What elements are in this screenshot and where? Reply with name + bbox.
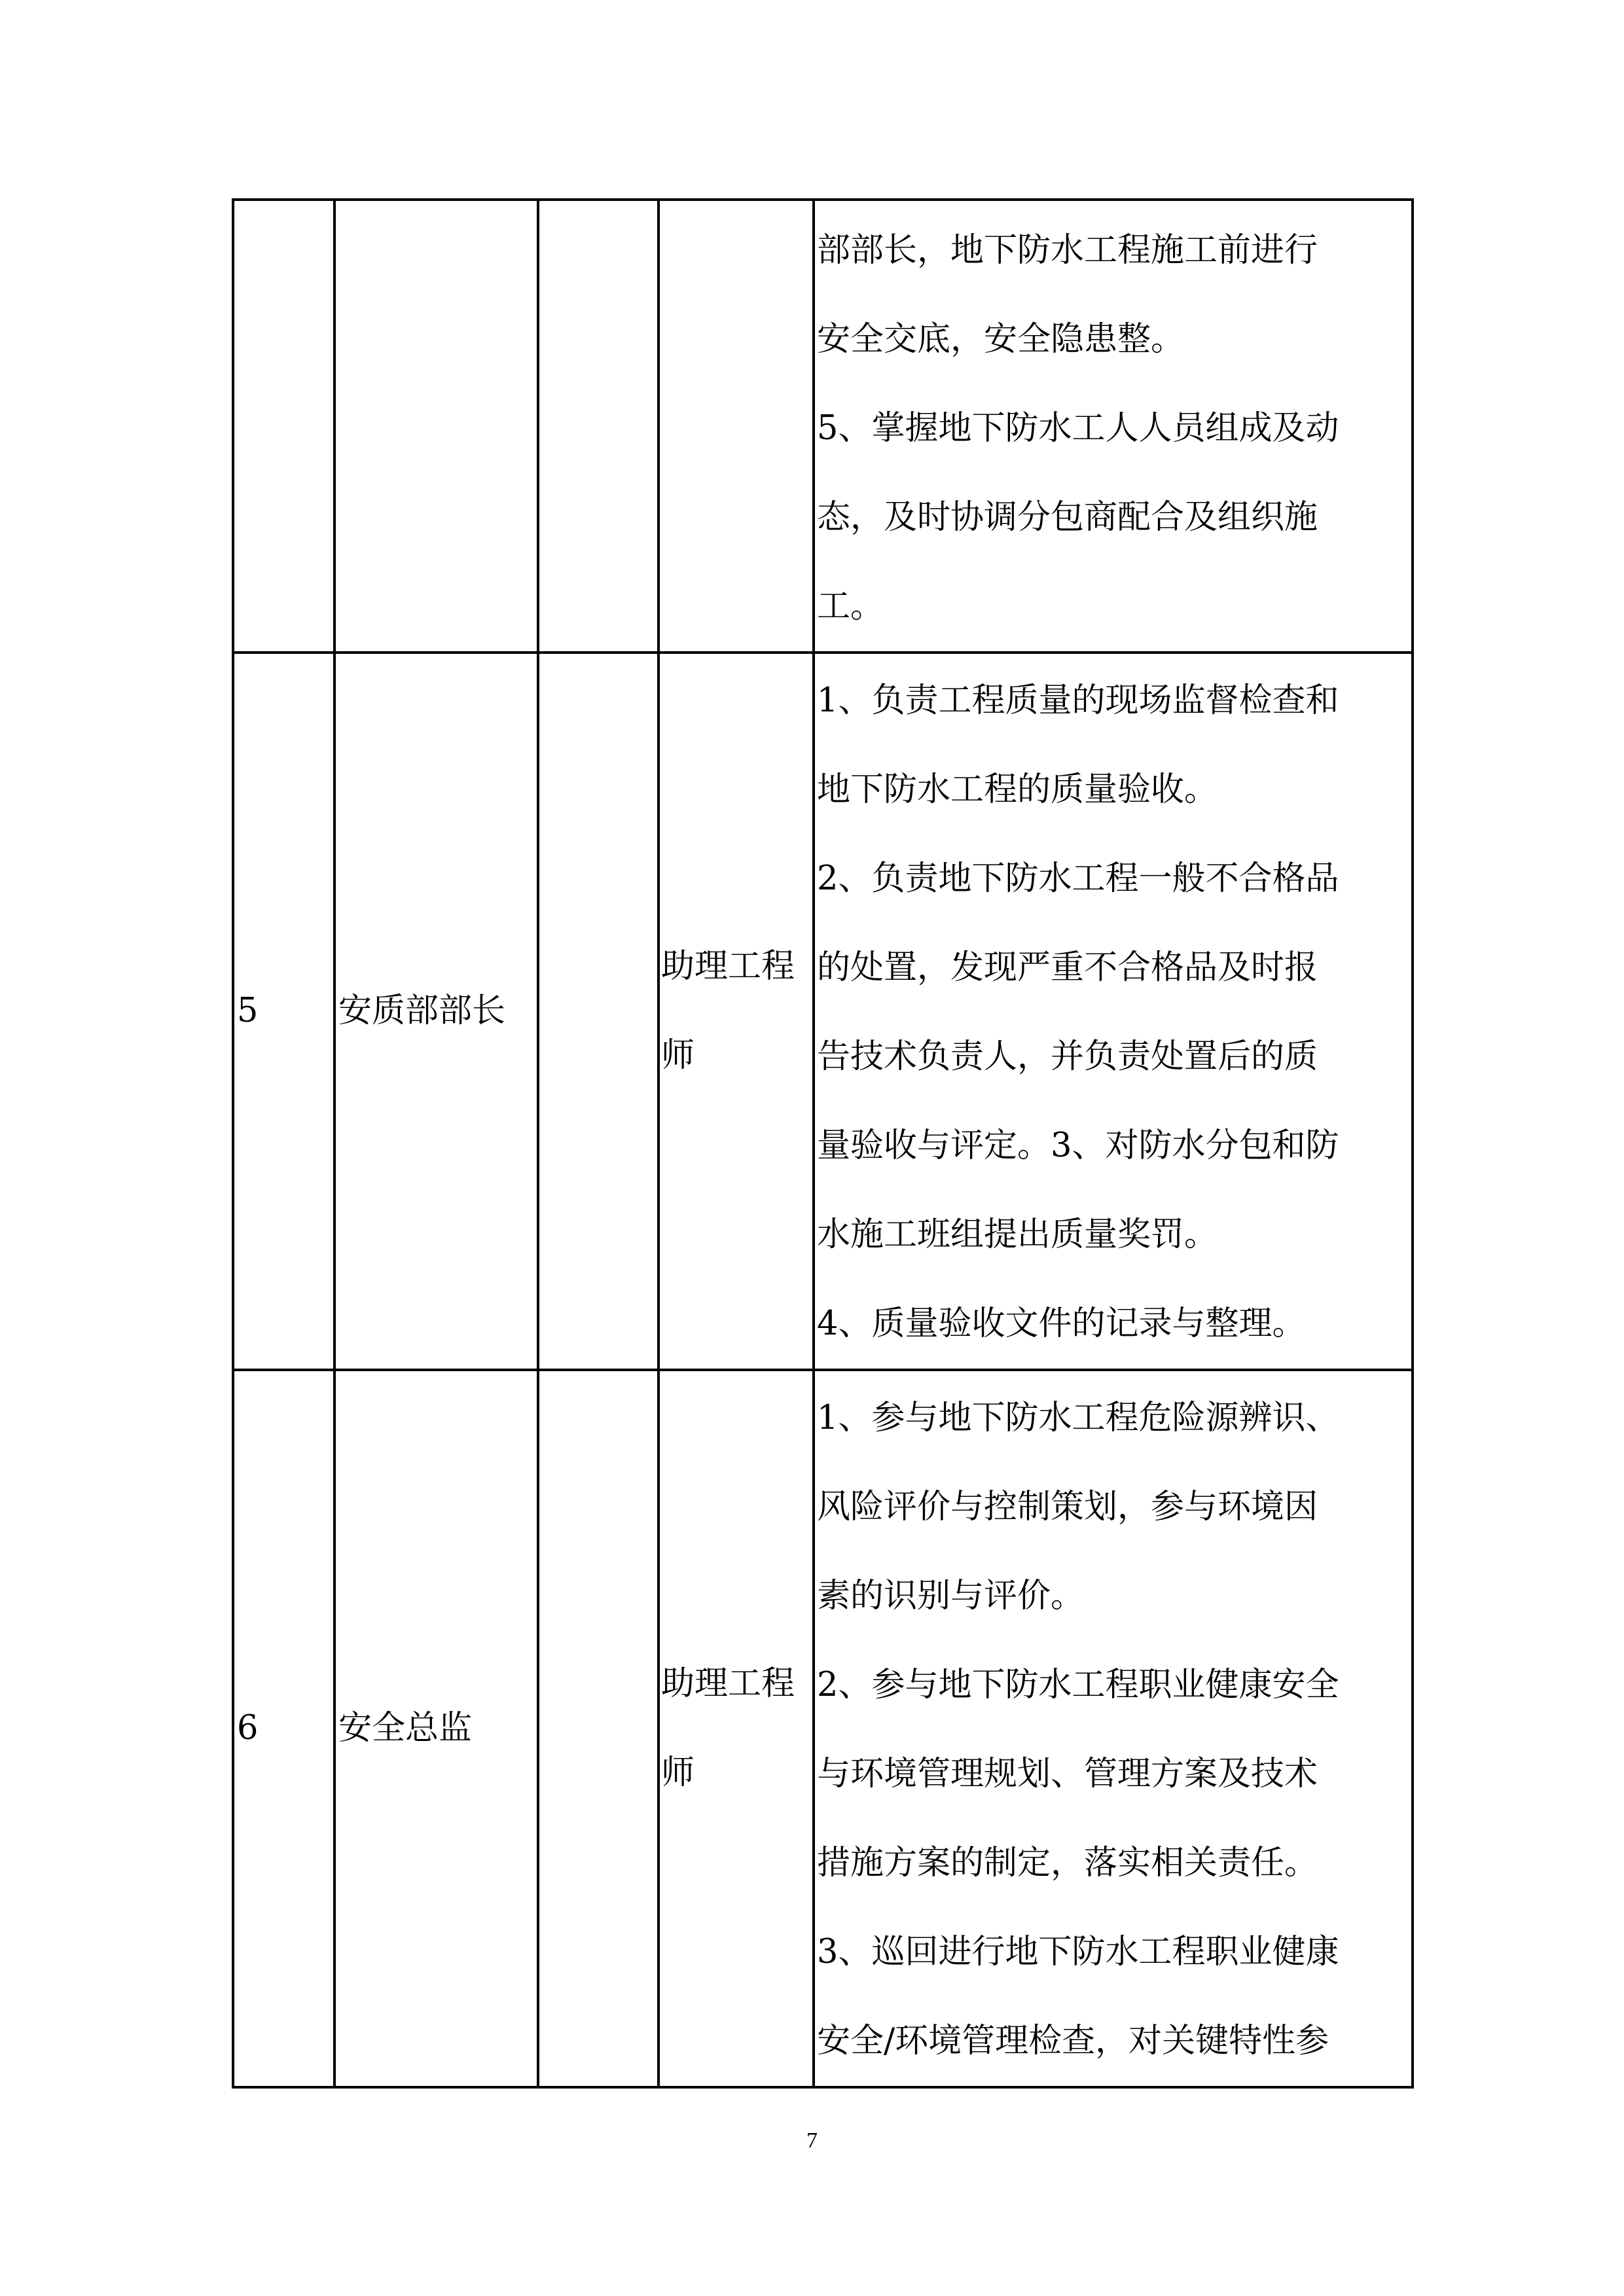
table-row: [233, 1370, 1413, 2087]
duty-line: 5、掌握地下防水工人人员组成及动: [817, 409, 1339, 448]
title-cell: [659, 200, 814, 653]
title-cell: [659, 653, 814, 1370]
empty-cell: [538, 1370, 659, 2087]
row-number: 6: [237, 1709, 259, 1748]
duty-cell: [814, 200, 1413, 653]
duty-line: 措施方案的制定，落实相关责任。: [817, 1844, 1318, 1882]
duty-line: 风险评价与控制策划，参与环境因: [817, 1488, 1318, 1526]
duty-line: 地下防水工程的质量验收。: [817, 770, 1218, 809]
post-cell: [334, 200, 538, 653]
post-name: 安质部部长: [338, 992, 506, 1030]
duty-line: 量验收与评定。3、对防水分包和防: [817, 1126, 1339, 1165]
duty-line: 4、质量验收文件的记录与整理。: [817, 1304, 1306, 1343]
row-number-cell: [233, 200, 334, 653]
duty-line: 部部长，地下防水工程施工前进行: [817, 231, 1318, 270]
duty-cell: [814, 1370, 1413, 2087]
duty-line: 1、参与地下防水工程危险源辨识、: [817, 1399, 1339, 1437]
page-number: 7: [806, 2128, 818, 2153]
row-number-cell: [233, 1370, 334, 2087]
duty-line: 的处置，发现严重不合格品及时报: [817, 948, 1318, 987]
table-row: [233, 653, 1413, 1370]
row-number-cell: [233, 653, 334, 1370]
empty-cell: [538, 653, 659, 1370]
post-cell: [334, 1370, 538, 2087]
duty-line: 安全交底，安全隐患整。: [817, 320, 1185, 359]
title-line: 师: [661, 1036, 695, 1075]
duty-line: 素的识别与评价。: [817, 1577, 1085, 1615]
duty-line: 与环境管理规划、管理方案及技术: [817, 1755, 1318, 1793]
duty-line: 安全/环境管理检查，对关键特性参: [817, 2022, 1329, 2060]
duty-line: 2、参与地下防水工程职业健康安全: [817, 1666, 1339, 1704]
empty-cell: [538, 200, 659, 653]
post-name: 安全总监: [338, 1709, 473, 1748]
duty-line: 2、负责地下防水工程一般不合格品: [817, 859, 1339, 898]
duty-line: 水施工班组提出质量奖罚。: [817, 1215, 1218, 1254]
duty-line: 3、巡回进行地下防水工程职业健康: [817, 1933, 1339, 1971]
duty-cell: [814, 653, 1413, 1370]
duty-line: 态，及时协调分包商配合及组织施: [817, 498, 1318, 537]
title-cell: [659, 1370, 814, 2087]
title-line: 师: [661, 1753, 695, 1792]
duty-line: 工。: [817, 587, 884, 626]
responsibility-table: [232, 198, 1414, 2089]
title-line: 助理工程: [661, 947, 795, 986]
duty-line: 告技术负责人，并负责处置后的质: [817, 1037, 1318, 1076]
table-row: [233, 200, 1413, 653]
row-number: 5: [237, 992, 259, 1030]
duty-line: 1、负责工程质量的现场监督检查和: [817, 681, 1339, 720]
title-line: 助理工程: [661, 1664, 795, 1703]
post-cell: [334, 653, 538, 1370]
